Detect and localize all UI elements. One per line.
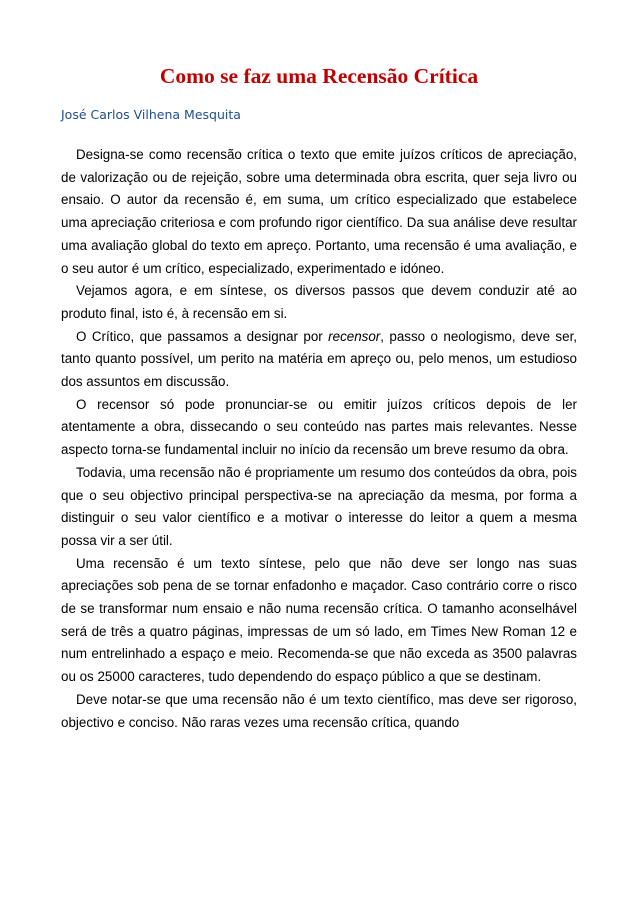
paragraph: Todavia, uma recensão não é propriamente um resumo dos conteúdos da obra, pois que o seu objectivo principal perspectiva-se na apreciação da mesma, por forma a distinguir o seu valor científico e a motivar o interesse do leitor a quem a mesma possa vir a ser útil.	[61, 464, 577, 548]
paragraph: Designa-se como recensão crítica o texto que emite juízos críticos de apreciação, de valorização ou de rejeição, sobre uma determinada obra escrita, quer seja livro ou ensaio. O autor da recensão é, em suma, um crítico especializado que estabelece uma apreciação criteriosa e com profundo rigor científico. Da sua análise deve resultar uma avaliação global do texto em apreço. Portanto, uma recensão é uma avaliação, e o seu autor é um crítico, especializado, experimentado e idóneo.	[61, 147, 577, 276]
paragraph-text: O Crítico, que passamos a designar por	[76, 328, 329, 344]
paragraph: Deve notar-se que uma recensão não é um texto científico, mas deve ser rigoroso, objectivo e conciso. Não raras vezes uma recensão crítica, quando	[61, 691, 577, 730]
paragraph: Uma recensão é um texto síntese, pelo que não deve ser longo nas suas apreciações sob pena de se tornar enfadonho e maçador. Caso contrário corre o risco de se transformar num ensaio e não numa recensão crítica. O tamanho aconselhável será de três a quatro páginas, impressas de um só lado, em Times New Roman 12 e num entrelinhado a espaço e meio. Recomenda-se que não exceda as 3500 palavras ou os 25000 caracteres, tudo dependendo do espaço público a que se destinam.	[61, 555, 577, 685]
paragraph: Vejamos agora, e em síntese, os diversos passos que devem conduzir até ao produto final, isto é, à recensão em si.	[61, 283, 577, 321]
document-title: Como se faz uma Recensão Crítica	[159, 64, 479, 88]
author-name: José Carlos Vilhena Mesquita	[61, 107, 241, 122]
paragraph: O recensor só pode pronunciar-se ou emitir juízos críticos depois de ler atentamente a obra, dissecando o seu conteúdo nas partes mais relevantes. Nesse aspecto torna-se fundamental incluir no início da recensão um breve resumo da obra.	[61, 396, 577, 458]
paragraph-text: , passo o neologismo, deve ser, tanto quanto possível, um perito na matéria em apreço ou, pelo menos, um estudioso dos assuntos em discussão.	[61, 328, 578, 390]
emphasized-term: recensor	[328, 328, 381, 344]
document-body	[61, 144, 577, 734]
paragraph	[61, 326, 577, 394]
